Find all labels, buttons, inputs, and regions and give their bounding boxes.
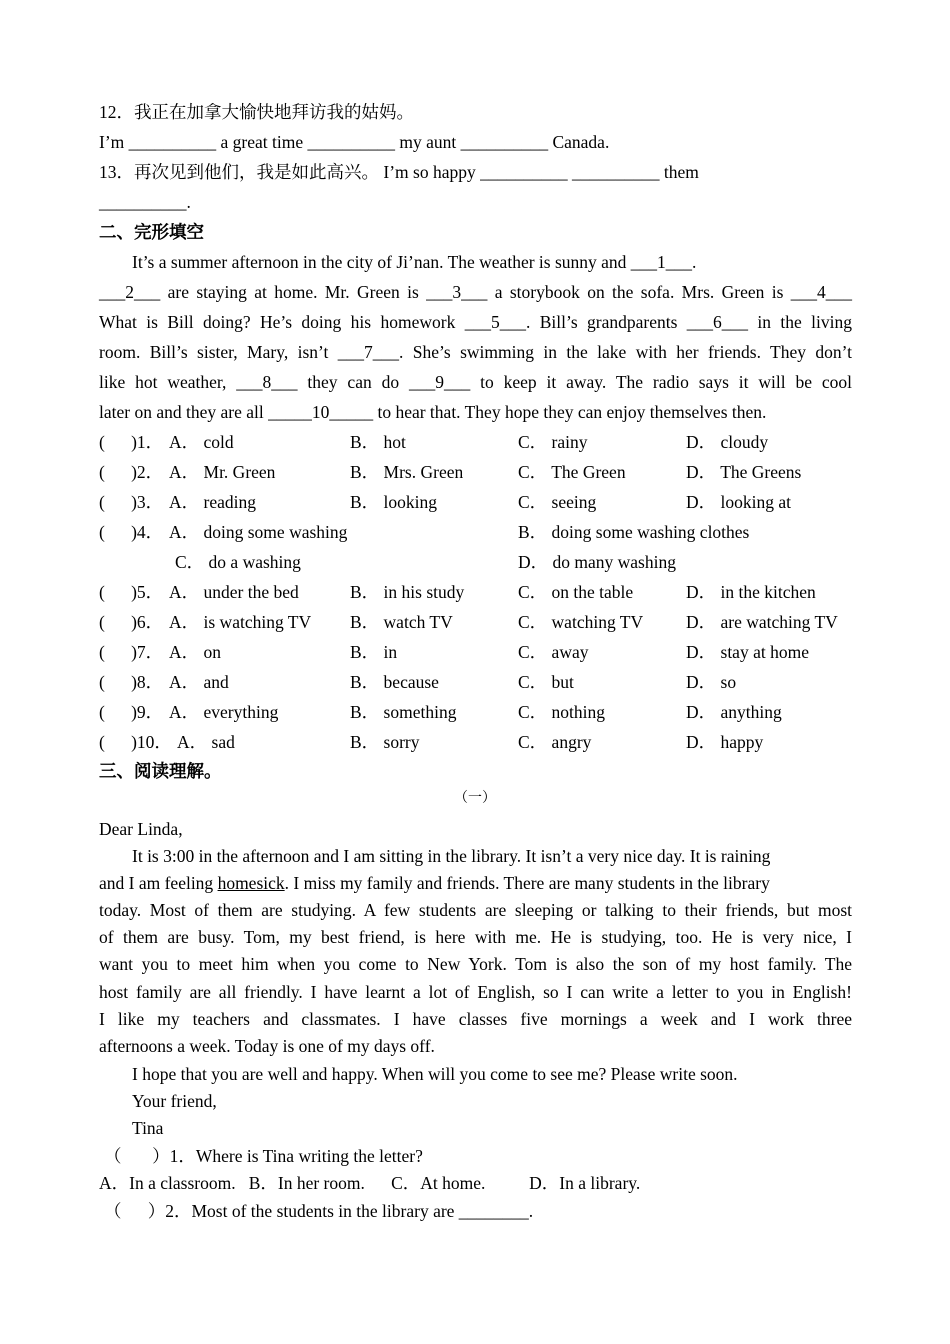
option-c: C． seeing: [518, 492, 597, 512]
option-c: C． watching TV: [518, 612, 644, 632]
option-b: B． in his study: [350, 582, 465, 602]
question-number: ( )6．: [99, 612, 164, 632]
option-c: C． nothing: [518, 702, 606, 722]
letter-line: I hope that you are well and happy. When will you come to see me? Please write soon.: [132, 1064, 738, 1084]
letter-line: I like my teachers and classmates. I have classes five mornings a week and I work three: [99, 1009, 852, 1029]
option-d: D． so: [686, 672, 737, 692]
question-row: [99, 461, 859, 483]
cloze-line: What is Bill doing? He’s doing his homework ___5___. Bill’s grandparents ___6___ in the living: [99, 312, 852, 332]
question-number: ( )4．: [99, 522, 164, 542]
question-row: [99, 671, 859, 693]
question-row: [99, 581, 859, 603]
letter-line: of them are busy. Tom, my best friend, is here with me. He is studying, too. He is very nice, I: [99, 927, 852, 947]
underlined-word: homesick: [217, 873, 285, 893]
question-number: ( )2．: [99, 462, 164, 482]
cloze-line: It’s a summer afternoon in the city of Ji’nan. The weather is sunny and ___1___.: [132, 252, 697, 272]
reading-question-1: （ ）1．Where is Tina writing the letter?: [104, 1146, 423, 1166]
cloze-line: room. Bill’s sister, Mary, isn’t ___7___. She’s swimming in the lake with her friends. They don’t: [99, 342, 852, 362]
letter-text: . I miss my family and friends. There are many students in the library: [284, 873, 770, 893]
option-a: A． reading: [169, 492, 256, 512]
option-a: A． everything: [169, 702, 279, 722]
option-b: B． something: [350, 702, 457, 722]
option-a: A． under the bed: [169, 582, 299, 602]
option-b: B． doing some washing clothes: [518, 522, 750, 542]
option-d: D． The Greens: [686, 462, 802, 482]
q12-english: I’m __________ a great time __________ my aunt __________ Canada.: [99, 132, 610, 152]
cloze-heading: 二、完形填空: [99, 222, 204, 242]
cloze-line: ___2___ are staying at home. Mr. Green is ___3___ a storybook on the sofa. Mrs. Green is ___4___: [99, 282, 852, 302]
letter-greeting: Dear Linda,: [99, 819, 183, 839]
option-c: C． The Green: [518, 462, 626, 482]
option-b: B． Mrs. Green: [350, 462, 464, 482]
option-c: C． angry: [518, 732, 592, 752]
letter-closing: Your friend,: [132, 1091, 217, 1111]
passage-number: （一）: [454, 791, 496, 806]
option-c: C． rainy: [518, 432, 588, 452]
option-c: C． away: [518, 642, 589, 662]
option-d: D． do many washing: [518, 552, 676, 572]
option-a: A． sad: [177, 732, 235, 752]
option-d: D． in the kitchen: [686, 582, 816, 602]
question-number: ( )8．: [99, 672, 164, 692]
q12-chinese: 12．我正在加拿大愉快地拜访我的姑妈。: [99, 102, 414, 122]
question-number: ( )7．: [99, 642, 164, 662]
letter-text: and I am feeling: [99, 873, 218, 893]
option-b: B． in: [350, 642, 398, 662]
option-b: B． looking: [350, 492, 438, 512]
question-number: ( )5．: [99, 582, 164, 602]
option-d: D． looking at: [686, 492, 791, 512]
letter-line: It is 3:00 in the afternoon and I am sitting in the library. It isn’t a very nice day. It is raining: [132, 846, 771, 866]
question-row: [99, 641, 859, 663]
option-b: B． watch TV: [350, 612, 453, 632]
option-a: A． is watching TV: [169, 612, 312, 632]
q13-prompt: 13．再次见到他们，我是如此高兴。 I’m so happy __________ __________ them: [99, 162, 699, 182]
question-row: [99, 431, 859, 453]
option-a: A． doing some washing: [169, 522, 348, 542]
option-d: D． cloudy: [686, 432, 769, 452]
question-number: ( )9．: [99, 702, 164, 722]
letter-line: [99, 872, 852, 894]
cloze-line: like hot weather, ___8___ they can do ___9___ to keep it away. The radio says it will be cool: [99, 372, 852, 392]
letter-line: afternoons a week. Today is one of my days off.: [99, 1036, 435, 1056]
letter-line: host family are all friendly. I have learnt a lot of English, so I can write a letter to you in English!: [99, 982, 852, 1002]
question-number: ( )1．: [99, 432, 164, 452]
reading-question-2: （ ）2．Most of the students in the library are ________.: [104, 1201, 534, 1221]
option-d: D． stay at home: [686, 642, 809, 662]
option-a: A． Mr. Green: [169, 462, 276, 482]
option-d: D． are watching TV: [686, 612, 838, 632]
letter-line: today. Most of them are studying. A few students are sleeping or talking to their friends, but most: [99, 900, 852, 920]
option-c: C． but: [518, 672, 574, 692]
option-b: B． because: [350, 672, 439, 692]
question-row: [99, 731, 859, 753]
question-row: [99, 491, 859, 513]
option-a: A． cold: [169, 432, 234, 452]
option-d: D． happy: [686, 732, 764, 752]
option-b: B． hot: [350, 432, 406, 452]
reading-heading: 三、阅读理解。: [99, 761, 222, 781]
question-number: ( )10．: [99, 732, 172, 752]
question-row: [99, 611, 859, 633]
letter-line: want you to meet him when you come to New York. Tom is also the son of my host family. The: [99, 954, 852, 974]
question-row: [99, 551, 859, 573]
question-row: [99, 521, 859, 543]
option-c: C． do a washing: [175, 552, 301, 572]
q13-continuation: __________.: [99, 192, 191, 212]
option-d: D． anything: [686, 702, 782, 722]
option-b: B． sorry: [350, 732, 420, 752]
question-number: ( )3．: [99, 492, 164, 512]
letter-signature: Tina: [132, 1118, 164, 1138]
reading-question-1-options: A．In a classroom. B．In her room. C．At home. D．In a library.: [99, 1173, 641, 1193]
question-row: [99, 701, 859, 723]
option-c: C． on the table: [518, 582, 634, 602]
option-a: A． on: [169, 642, 222, 662]
cloze-line: later on and they are all _____10_____ to hear that. They hope they can enjoy themselves then.: [99, 402, 767, 422]
option-a: A． and: [169, 672, 229, 692]
